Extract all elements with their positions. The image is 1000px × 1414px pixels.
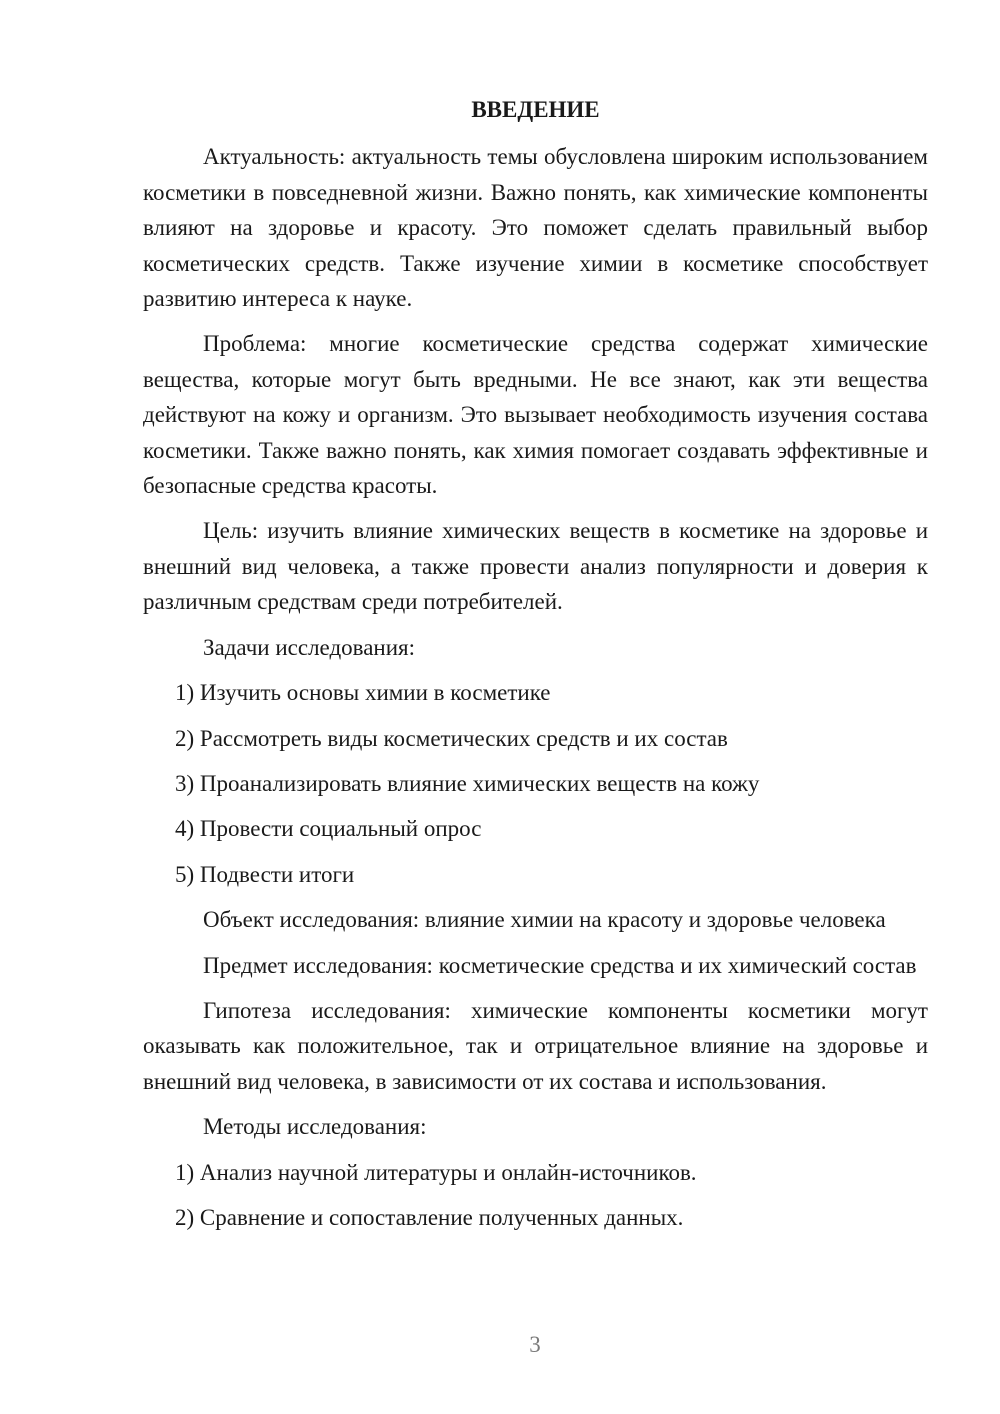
page-number: 3 (529, 1332, 541, 1357)
task-item: 5) Подвести итоги (175, 861, 355, 887)
method-item: 1) Анализ научной литературы и онлайн-источников. (175, 1159, 697, 1185)
task-item: 1) Изучить основы химии в косметике (175, 680, 551, 706)
problem-paragraph: Проблема: многие косметические средства содержат химические вещества, которые могут быть вредными. Не все знают, как эти вещества действуют на кожу и организм. Это вызывает необходимость изучения состава косметики. Также важно понять, как химия помогает создавать эффективные и безопасные средства красоты. (143, 331, 928, 499)
section-title: ВВЕДЕНИЕ (471, 97, 600, 122)
methods-heading: Методы исследования: (203, 1114, 427, 1140)
hypothesis-paragraph: Гипотеза исследования: химические компоненты косметики могут оказывать как положительное, так и отрицательное влияние на здоровье и внешний вид человека, в зависимости от их состава и использования. (143, 997, 928, 1094)
page-content (143, 92, 928, 1245)
relevance-paragraph: Актуальность: актуальность темы обусловлена широким использованием косметики в повседневной жизни. Важно понять, как химические компоненты влияют на здоровье и красоту. Это поможет сделать правильный выбор косметических средств. Также изучение химии в косметике способствует развитию интереса к науке. (143, 144, 928, 312)
method-item: 2) Сравнение и сопоставление полученных данных. (175, 1204, 684, 1230)
tasks-heading: Задачи исследования: (203, 634, 416, 660)
task-item: 4) Провести социальный опрос (175, 816, 482, 842)
task-item: 3) Проанализировать влияние химических веществ на кожу (175, 770, 760, 796)
subject-paragraph: Предмет исследования: косметические средства и их химический состав (203, 952, 917, 978)
task-item: 2) Рассмотреть виды косметических средств и их состав (175, 725, 728, 751)
object-paragraph: Объект исследования: влияние химии на красоту и здоровье человека (203, 907, 886, 933)
goal-paragraph: Цель: изучить влияние химических веществ в косметике на здоровье и внешний вид человека, а также провести анализ популярности и доверия к различным средствам среди потребителей. (143, 518, 928, 615)
